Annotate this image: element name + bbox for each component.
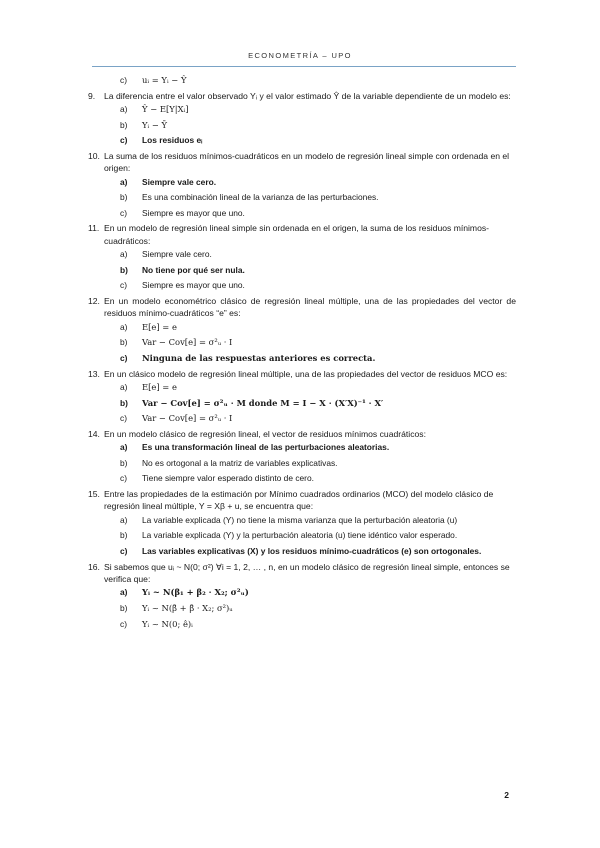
question-stem xyxy=(88,428,516,440)
option-a xyxy=(88,321,516,333)
option-letter: a) xyxy=(120,442,128,453)
option-letter: c) xyxy=(120,75,127,85)
option-text: Siempre vale cero. xyxy=(142,249,212,260)
option-text: Es una combinación lineal de la varianza de las perturbaciones. xyxy=(142,192,379,203)
option-letter: b) xyxy=(120,397,128,408)
question-12 xyxy=(88,295,516,364)
option-letter: c) xyxy=(120,135,128,146)
option-text: Siempre vale cero. xyxy=(142,176,217,187)
option-c xyxy=(88,545,516,557)
option-c xyxy=(88,207,516,219)
option-letter: b) xyxy=(120,264,128,275)
question-list xyxy=(88,72,516,633)
option-letter: b) xyxy=(120,602,128,613)
option-text: Yᵢ ~ N(0; ê)ᵢ xyxy=(142,618,193,629)
option-letter: a) xyxy=(120,104,128,114)
option-c xyxy=(88,279,516,291)
option-text: Tiene siempre valor esperado distinto de cero. xyxy=(142,473,314,484)
option-letter: b) xyxy=(120,337,128,348)
option-letter: c) xyxy=(120,545,128,556)
question-10 xyxy=(88,150,516,219)
question-text: En un modelo econométrico clásico de regresión lineal múltiple, una de las propiedades del vector de residuos mínimo-cuadráticos “e” es: xyxy=(104,295,516,319)
option-b xyxy=(88,397,516,409)
question-number: 15. xyxy=(88,488,100,499)
question-stem xyxy=(88,150,516,175)
option-b xyxy=(88,264,516,276)
option-b xyxy=(88,529,516,541)
option-text: Es una transformación lineal de las perturbaciones aleatorias. xyxy=(142,442,390,453)
option-letter: b) xyxy=(120,530,128,541)
question-text: Entre las propiedades de la estimación por Mínimo cuadrados ordinarios (MCO) del modelo clásico de regresión lineal múltiple, Y = Xβ + u, se encuentra que: xyxy=(104,488,494,512)
option-letter: c) xyxy=(120,618,127,629)
option-a xyxy=(88,248,516,260)
question-16 xyxy=(88,561,516,630)
page-number: 2 xyxy=(504,790,509,800)
question-15 xyxy=(88,488,516,557)
question-text: En un modelo de regresión lineal simple sin ordenada en el origen, la suma de los residuos mínimos-cuadráticos: xyxy=(104,223,490,246)
question-stem xyxy=(88,222,516,247)
option-letter: c) xyxy=(120,280,127,291)
option-b xyxy=(88,336,516,348)
option-c xyxy=(88,472,516,484)
question-number: 13. xyxy=(88,368,100,379)
option-letter: a) xyxy=(120,249,128,260)
option-letter: b) xyxy=(120,119,128,130)
option-a xyxy=(88,176,516,188)
option-text: E[e] = e xyxy=(142,321,177,332)
question-number: 11. xyxy=(88,223,100,234)
option-text: Siempre es mayor que uno. xyxy=(142,280,245,291)
option-a xyxy=(88,381,516,393)
option-text: Var − Cov[e] = σ²ᵤ · I xyxy=(142,413,233,424)
option-letter: b) xyxy=(120,457,128,468)
option-letter: a) xyxy=(120,587,128,598)
question-stem xyxy=(88,488,516,513)
question-text: En un modelo clásico de regresión lineal, el vector de residuos mínimos cuadráticos: xyxy=(104,428,426,439)
question-14 xyxy=(88,428,516,485)
header-divider xyxy=(92,66,516,67)
option-text: La variable explicada (Y) y la perturbación aleatoria (u) tiene idéntico valor esperado. xyxy=(142,530,458,541)
option-c xyxy=(88,618,516,630)
option-text: Yᵢ ~ N(β₁ + β₂ · X₂; σ²ᵤ) xyxy=(142,587,249,598)
question-number: 9. xyxy=(88,90,96,101)
option-a xyxy=(88,514,516,526)
option-c xyxy=(88,352,516,364)
page-header: ECONOMETRÍA – UPO xyxy=(248,51,352,60)
option-letter: c) xyxy=(120,413,127,424)
question-number: 16. xyxy=(88,561,100,572)
option-text: Ninguna de las respuestas anteriores es correcta. xyxy=(142,352,376,363)
option-text: No tiene por qué ser nula. xyxy=(142,264,245,275)
option-b xyxy=(88,191,516,203)
option-b xyxy=(88,602,516,614)
option-text: Var − Cov[e] = σ²ᵤ · M donde M = I − X · (X′X)⁻¹ · X′ xyxy=(142,397,384,408)
option-letter: c) xyxy=(120,207,127,218)
question-number: 12. xyxy=(88,295,100,306)
option-letter: c) xyxy=(120,473,127,484)
option-a xyxy=(88,441,516,453)
question-13 xyxy=(88,368,516,425)
option-text: Ŷ − E[Y|Xᵢ] xyxy=(142,104,189,114)
option-letter: a) xyxy=(120,176,128,187)
question-stem xyxy=(88,561,516,586)
question-stem xyxy=(88,90,516,102)
option-letter: a) xyxy=(120,514,128,525)
question-9 xyxy=(88,90,516,147)
option-text: No es ortogonal a la matriz de variables explicativas. xyxy=(142,457,338,468)
option-text: E[e] = e xyxy=(142,381,177,392)
option-b xyxy=(88,457,516,469)
option-text: La variable explicada (Y) no tiene la misma varianza que la perturbación aleatoria (u) xyxy=(142,514,458,525)
option-b xyxy=(88,119,516,131)
question-number: 10. xyxy=(88,150,100,161)
option-letter: b) xyxy=(120,192,128,203)
option-text: Las variables explicativas (X) y los residuos mínimo-cuadráticos (e) son ortogonales. xyxy=(142,545,482,556)
option-a xyxy=(88,586,516,598)
option-text: Yᵢ ~ N(β̂ + β̂ · X₂; σ²)ᵤ xyxy=(142,602,233,613)
question-text: En un clásico modelo de regresión lineal múltiple, una de las propiedades del vector de residuos MCO es: xyxy=(104,368,508,379)
previous-option xyxy=(88,74,516,86)
option-a xyxy=(88,103,516,115)
question-number: 14. xyxy=(88,428,100,439)
option-letter: a) xyxy=(120,321,128,332)
option-text: Yᵢ − Ȳ xyxy=(142,119,168,130)
option-c xyxy=(88,134,516,146)
question-11 xyxy=(88,222,516,291)
option-text: uᵢ = Yᵢ − Ŷ xyxy=(142,75,187,85)
option-c xyxy=(88,412,516,424)
question-text: Si sabemos que uᵢ ~ N(0; σ²) ∀i = 1, 2, … , n, en un modelo clásico de regresión lineal simple, entonces se verifica que: xyxy=(104,561,510,584)
option-text: Los residuos eᵢ xyxy=(142,135,203,146)
option-letter: c) xyxy=(120,352,128,363)
option-letter: a) xyxy=(120,381,128,392)
question-text: La diferencia entre el valor observado Yᵢ y el valor estimado Ŷ de la variable dependiente de un modelo es: xyxy=(104,90,511,101)
question-text: La suma de los residuos mínimos-cuadráticos en un modelo de regresión lineal simple con ordenada en el origen: xyxy=(104,150,510,174)
question-stem xyxy=(88,368,516,380)
option-text: Var − Cov[e] = σ²ᵤ · I xyxy=(142,337,233,348)
option-text: Siempre es mayor que uno. xyxy=(142,207,245,218)
question-stem xyxy=(88,295,516,320)
